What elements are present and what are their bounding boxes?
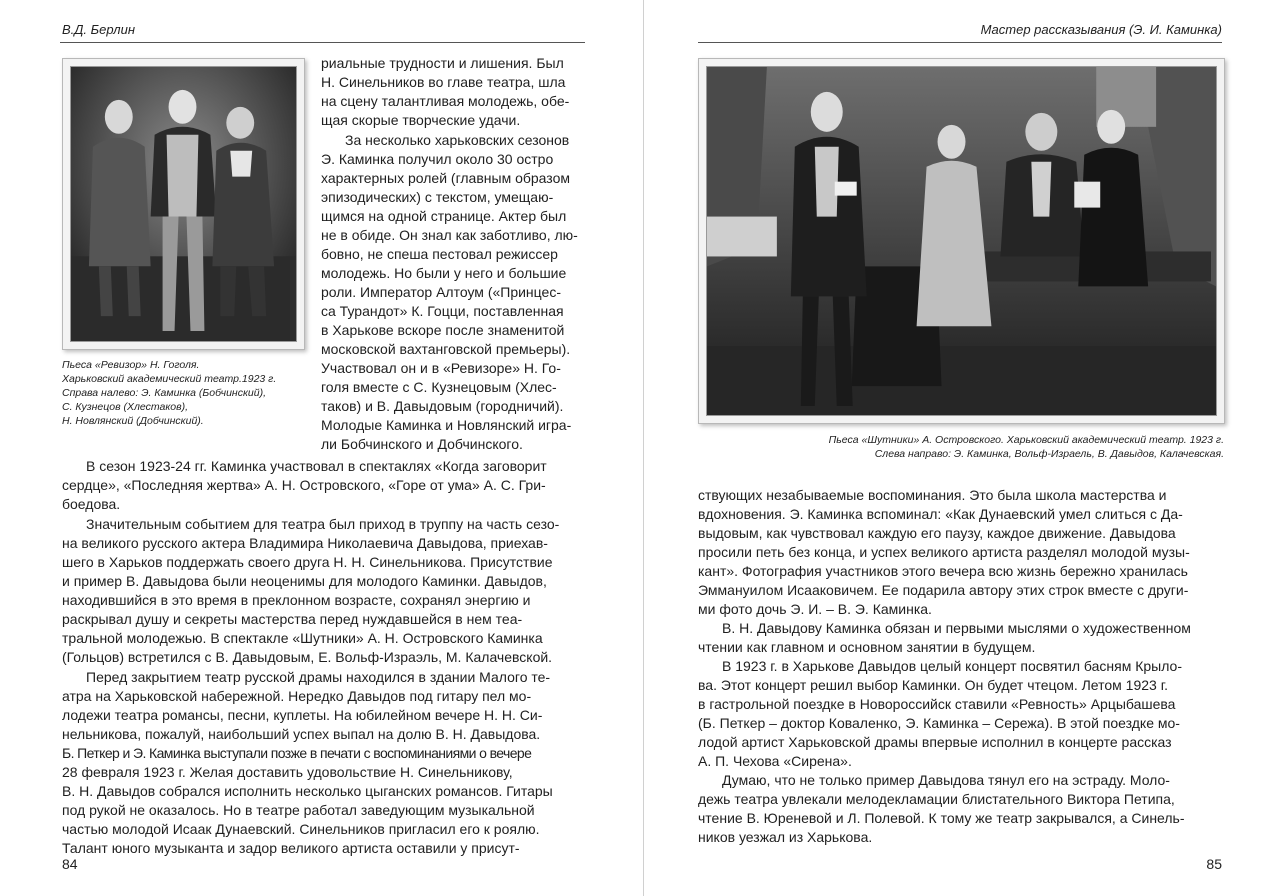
text-line: выдовым, как чувствовал каждую его паузу, каждое движение. Давыдова <box>698 525 1176 541</box>
text-line: роли. Император Алтоум («Принцес- <box>321 284 561 300</box>
caption-line: Харьковский академический театр.1923 г. <box>62 373 277 385</box>
text-line: (Б. Петкер – доктор Коваленко, Э. Каминка – Сережа). В этой поездке мо- <box>698 715 1180 731</box>
text-line: характерных ролей (главным образом <box>321 170 570 186</box>
text-line: Б. Петкер и Э. Каминка выступали позже в печати с воспоминаниями о вечере <box>62 745 532 761</box>
caption-line: Слева направо: Э. Каминка, Вольф-Израель, В. Давыдов, Калачевская. <box>874 448 1224 460</box>
text-line: лодой артист Харьковской драмы впервые исполнил в концерте рассказ <box>698 734 1172 750</box>
left-page-number: 84 <box>62 856 78 872</box>
text-line: 28 февраля 1923 г. Желая доставить удовольствие Н. Синельникову, <box>62 764 513 780</box>
caption-line: С. Кузнецов (Хлестаков), <box>62 401 189 413</box>
text-line: эпизодических) с текстом, умещаю- <box>321 189 554 205</box>
text-line: кант». Фотография участников этого вечера всю жизнь бережно хранилась <box>698 563 1188 579</box>
text-line: В 1923 г. в Харькове Давыдов целый концерт посвятил басням Крыло- <box>722 658 1183 674</box>
text-line: ствующих незабываемые воспоминания. Это была школа мастерства и <box>698 487 1167 503</box>
text-line: ли Бобчинского и Добчинского. <box>321 436 523 452</box>
text-line: бовно, не спеша пестовал режиссер <box>321 246 558 262</box>
right-page-number: 85 <box>1206 856 1222 872</box>
text-line: В сезон 1923-24 гг. Каминка участвовал в спектаклях «Когда заговорит <box>86 458 547 474</box>
text-line: са Турандот» К. Гоцци, поставленная <box>321 303 564 319</box>
text-line: Эммануилом Исааковичем. Ее подарила автору этих строк вместе с други- <box>698 582 1189 598</box>
text-line: риальные трудности и лишения. Был <box>321 55 564 71</box>
text-line: ва. Этот концерт решил выбор Каминки. Он будет чтецом. Летом 1923 г. <box>698 677 1168 693</box>
text-line: молодежь. Но были у него и большие <box>321 265 567 281</box>
photo-revizor <box>62 58 305 350</box>
left-header-rule <box>60 42 585 43</box>
text-line: лодежи театра романсы, песни, куплеты. На юбилейном вечере Н. Н. Си- <box>62 707 543 723</box>
text-line: московской вахтанговской премьеры). <box>321 341 571 357</box>
text-line: под рукой не оказалось. Но в театре работал заведующим музыкальной <box>62 802 535 818</box>
text-line: дежь театра увлекали мелодекламации блистательного Виктора Петипа, <box>698 791 1175 807</box>
left-running-header: В.Д. Берлин <box>62 22 136 37</box>
text-line: чтение В. Юреневой и Л. Полевой. К тому же театр закрывался, а Синель- <box>698 810 1185 826</box>
text-line: вдохновения. Э. Каминка вспоминал: «Как Дунаевский умел слиться с Да- <box>698 506 1183 522</box>
text-line: в гастрольной поездке в Новороссийск ставили «Ревность» Арцыбашева <box>698 696 1176 712</box>
text-line: тральной молодежью. В спектакле «Шутники» А. Н. Островского Каминка <box>62 630 543 646</box>
text-line: Перед закрытием театр русской драмы находился в здании Малого те- <box>86 669 551 685</box>
caption-line: Справа налево: Э. Каминка (Бобчинский), <box>62 387 266 399</box>
text-line: щая скорые творческие удачи. <box>321 112 521 128</box>
right-running-header: Мастер рассказывания (Э. И. Каминка) <box>980 22 1222 37</box>
text-line: на великого русского актера Владимира Николаевича Давыдова, приехав- <box>62 535 548 551</box>
text-line: частью молодой Исаак Дунаевский. Синельников пригласил его к роялю. <box>62 821 540 837</box>
text-line: в Харькове вскоре после знаменитой <box>321 322 565 338</box>
text-line: чтении как главном и основном занятии в будущем. <box>698 639 1036 655</box>
text-line: А. П. Чехова «Сирена». <box>698 753 852 769</box>
text-line: голя вместе с С. Кузнецовым (Хлес- <box>321 379 557 395</box>
text-line: нельникова, пожалуй, наибольший успех выпал на долю В. Н. Давыдова. <box>62 726 541 742</box>
right-page <box>645 0 1288 896</box>
left-photo-caption <box>62 358 276 428</box>
text-line: Э. Каминка получил около 30 остро <box>321 151 554 167</box>
right-photo-caption <box>829 433 1224 461</box>
text-line: находившийся в это время в преклонном возрасте, сохранял энергию и <box>62 592 531 608</box>
text-line: Участвовал он и в «Ревизоре» Н. Го- <box>321 360 561 376</box>
text-line: Н. Синельников во главе театра, шла <box>321 74 566 90</box>
text-line: ми фото дочь Э. И. – В. Э. Каминка. <box>698 601 932 617</box>
text-line: сердце», «Последняя жертва» А. Н. Островского, «Горе от ума» А. С. Гри- <box>62 477 546 493</box>
text-line: Талант юного музыканта и задор великого артиста оставили у присут- <box>62 840 520 856</box>
photo-shutniki <box>698 58 1225 424</box>
caption-line: Пьеса «Шутники» А. Островского. Харьковский академический театр. 1923 г. <box>828 434 1224 446</box>
text-line: В. Н. Давыдов собрался исполнить несколько цыганских романсов. Гитары <box>62 783 553 799</box>
caption-line: Пьеса «Ревизор» Н. Гоголя. <box>62 359 200 371</box>
text-line: ников уезжал из Харькова. <box>698 829 873 845</box>
revizor-photo-image <box>71 67 296 341</box>
text-line: атра на Харьковской набережной. Нередко Давыдов под гитару пел мо- <box>62 688 532 704</box>
text-line: шего в Харьков поддержать своего друга Н. Н. Синельникова. Присутствие <box>62 554 553 570</box>
text-line: и пример В. Давыдова были неоценимы для молодого Каминки. Давыдов, <box>62 573 547 589</box>
shutniki-photo-image <box>707 67 1216 415</box>
text-line: на сцену талантливая молодежь, обе- <box>321 93 570 109</box>
right-header-rule <box>698 42 1222 43</box>
text-line: За несколько харьковских сезонов <box>345 132 570 148</box>
text-line: Молодые Каминка и Новлянский игра- <box>321 417 572 433</box>
text-line: Думаю, что не только пример Давыдова тянул его на эстраду. Моло- <box>722 772 1170 788</box>
text-line: Значительным событием для театра был приход в труппу на часть сезо- <box>86 516 560 532</box>
text-line: не в обиде. Он знал как заботливо, лю- <box>321 227 578 243</box>
text-line: таков) и В. Давыдовым (городничий). <box>321 398 564 414</box>
caption-line: Н. Новлянский (Добчинский). <box>62 415 204 427</box>
text-line: В. Н. Давыдову Каминка обязан и первыми мыслями о художественном <box>722 620 1191 636</box>
text-line: (Гольцов) встретился с В. Давыдовым, Е. Вольф-Израэль, М. Калачевской. <box>62 649 553 665</box>
text-line: щимся на одной странице. Актер был <box>321 208 567 224</box>
text-line: просили петь без конца, и успех великого артиста разделял молодой музы- <box>698 544 1190 560</box>
text-line: боедова. <box>62 496 121 512</box>
text-line: раскрывал душу и секреты мастерства перед нуждавшейся в нем теа- <box>62 611 523 627</box>
